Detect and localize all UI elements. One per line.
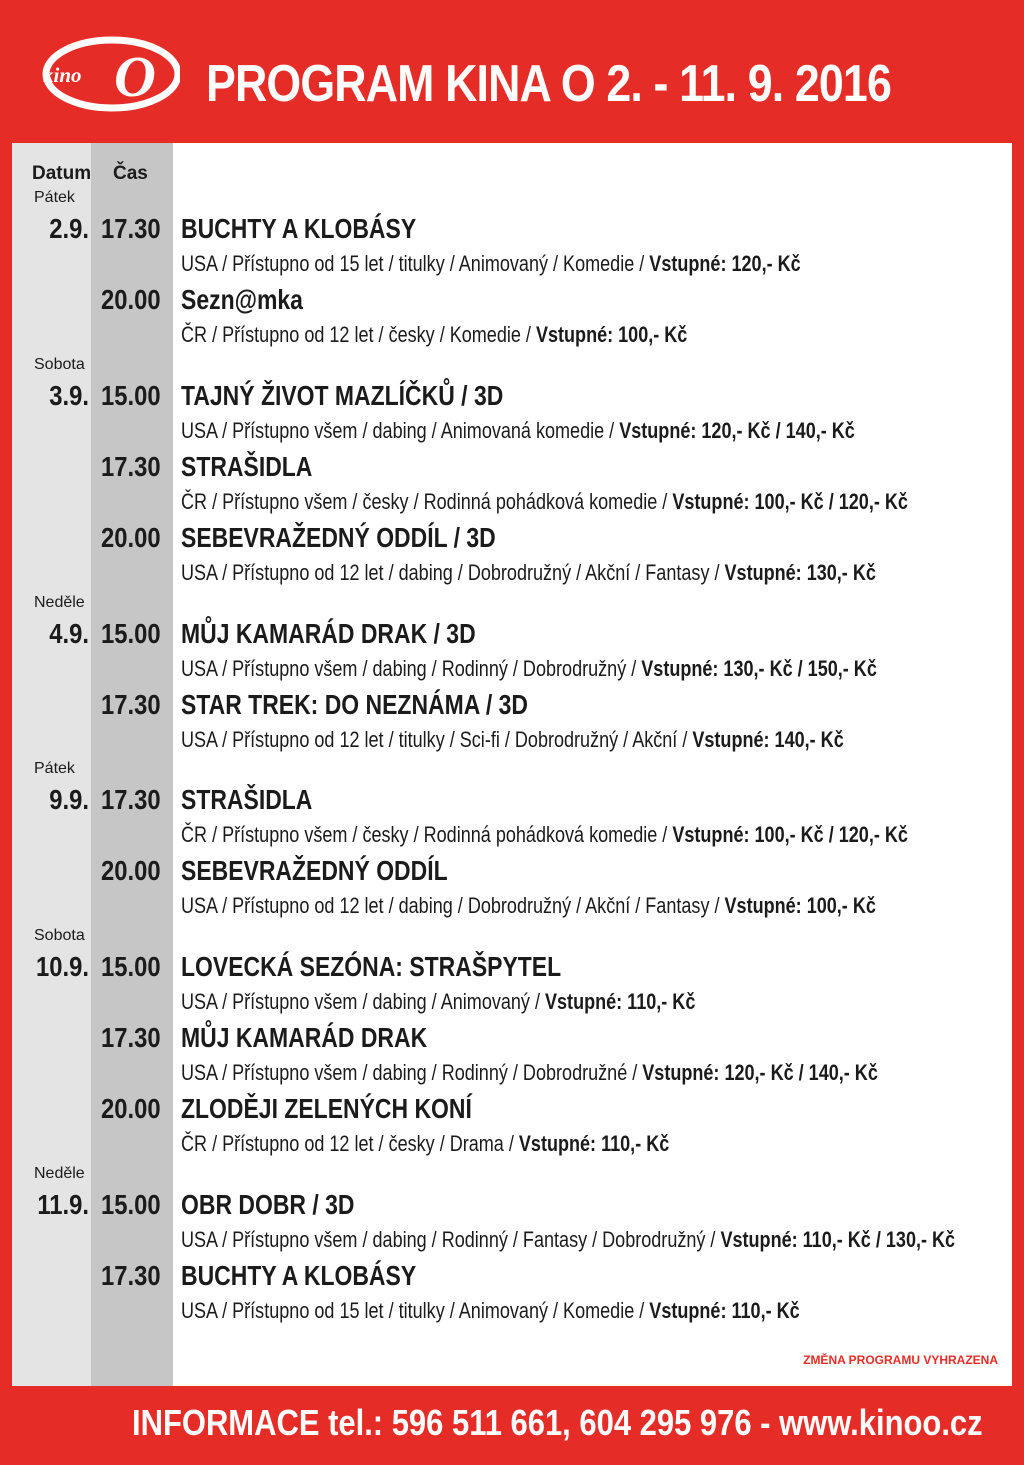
day-name: Pátek — [34, 189, 75, 206]
ticket-price: Vstupné: 110,- Kč / 130,- Kč — [720, 1227, 956, 1252]
contact-info: INFORMACE tel.: 596 511 661, 604 295 976 - www.kinoo.cz — [132, 1402, 983, 1443]
movie-details: USA / Přístupno všem / dabing / Rodinný / Fantasy / Dobrodružný / — [181, 1227, 721, 1252]
screening-time: 17.30 — [101, 689, 161, 720]
screening-row — [12, 784, 1012, 856]
ticket-price: Vstupné: 120,- Kč / 140,- Kč — [642, 1060, 878, 1085]
movie-info — [181, 822, 908, 848]
page-title: PROGRAM KINA O 2. - 11. 9. 2016 — [206, 55, 891, 113]
ticket-price: Vstupné: 100,- Kč / 120,- Kč — [672, 822, 908, 847]
ticket-price: Vstupné: 100,- Kč / 120,- Kč — [672, 489, 908, 514]
movie-title: STAR TREK: DO NEZNÁMA / 3D — [181, 689, 528, 720]
movie-details: USA / Přístupno všem / dabing / Animovaný / — [181, 989, 545, 1014]
screening-row — [12, 1260, 1012, 1332]
ticket-price: Vstupné: 110,- Kč — [544, 989, 696, 1014]
movie-title: SEBEVRAŽEDNÝ ODDÍL — [181, 855, 448, 886]
screening-row — [12, 213, 1012, 285]
screening-time: 17.30 — [101, 1022, 161, 1053]
screening-row — [12, 284, 1012, 356]
movie-info — [181, 1060, 878, 1086]
movie-info — [181, 1131, 669, 1157]
screening-row — [12, 689, 1012, 761]
screening-time: 17.30 — [101, 451, 161, 482]
screening-row — [12, 522, 1012, 594]
kino-o-logo — [40, 32, 180, 116]
ticket-price: Vstupné: 140,- Kč — [692, 727, 844, 752]
movie-details: ČR / Přístupno všem / česky / Rodinná pohádková komedie / — [181, 489, 673, 514]
movie-details: USA / Přístupno od 12 let / titulky / Sci-fi / Dobrodružný / Akční / — [181, 727, 693, 752]
day-name: Sobota — [34, 356, 85, 373]
day-name: Neděle — [34, 594, 85, 611]
screening-row — [12, 618, 1012, 690]
movie-details: USA / Přístupno všem / dabing / Animovaná komedie / — [181, 418, 620, 443]
movie-details: USA / Přístupno od 15 let / titulky / Animovaný / Komedie / — [181, 251, 650, 276]
movie-details: USA / Přístupno všem / dabing / Rodinný / Dobrodružný / — [181, 656, 642, 681]
movie-title: STRAŠIDLA — [181, 784, 313, 815]
movie-title: LOVECKÁ SEZÓNA: STRAŠPYTEL — [181, 951, 562, 982]
movie-title: MŮJ KAMARÁD DRAK — [181, 1022, 428, 1053]
movie-info — [181, 1227, 955, 1253]
movie-details: ČR / Přístupno od 12 let / česky / Komedie / — [181, 322, 536, 347]
movie-details: USA / Přístupno od 12 let / dabing / Dobrodružný / Akční / Fantasy / — [181, 560, 725, 585]
ticket-price: Vstupné: 130,- Kč / 150,- Kč — [641, 656, 877, 681]
day-date: 11.9. — [37, 1189, 89, 1220]
movie-details: ČR / Přístupno všem / česky / Rodinná pohádková komedie / — [181, 822, 673, 847]
movie-details: ČR / Přístupno od 12 let / česky / Drama / — [181, 1131, 519, 1156]
logo-text: kino — [43, 63, 82, 87]
ticket-price: Vstupné: 120,- Kč / 140,- Kč — [619, 418, 855, 443]
ticket-price: Vstupné: 120,- Kč — [649, 251, 801, 276]
movie-title: Sezn@mka — [181, 284, 303, 315]
screening-time: 15.00 — [101, 380, 161, 411]
movie-info — [181, 1298, 800, 1324]
screening-row — [12, 951, 1012, 1023]
movie-title: OBR DOBR / 3D — [181, 1189, 355, 1220]
day-date: 2.9. — [49, 213, 89, 244]
screening-row — [12, 1093, 1012, 1165]
screening-row — [12, 451, 1012, 523]
program-panel — [12, 143, 1012, 1386]
ticket-price: Vstupné: 110,- Kč — [518, 1131, 670, 1156]
day-name: Neděle — [34, 1165, 85, 1182]
screening-row — [12, 1022, 1012, 1094]
ticket-price: Vstupné: 100,- Kč — [724, 893, 876, 918]
screening-time: 20.00 — [101, 1093, 161, 1124]
movie-info — [181, 322, 687, 348]
movie-info — [181, 560, 876, 586]
screening-time: 15.00 — [101, 1189, 161, 1220]
movie-details: USA / Přístupno všem / dabing / Rodinný / Dobrodružné / — [181, 1060, 643, 1085]
movie-info — [181, 893, 876, 919]
movie-title: ZLODĚJI ZELENÝCH KONÍ — [181, 1093, 472, 1124]
day-date: 9.9. — [49, 784, 89, 815]
screening-row — [12, 1189, 1012, 1261]
movie-details: USA / Přístupno od 12 let / dabing / Dobrodružný / Akční / Fantasy / — [181, 893, 725, 918]
movie-title: TAJNÝ ŽIVOT MAZLÍČKŮ / 3D — [181, 380, 504, 411]
screening-time: 20.00 — [101, 522, 161, 553]
movie-title: BUCHTY A KLOBÁSY — [181, 1260, 417, 1291]
day-date: 10.9. — [36, 951, 89, 982]
screening-time: 15.00 — [101, 951, 161, 982]
screening-time: 17.30 — [101, 784, 161, 815]
header — [0, 0, 1024, 143]
day-date: 4.9. — [49, 618, 89, 649]
program-change-note: ZMĚNA PROGRAMU VYHRAZENA — [803, 1353, 998, 1367]
screening-row — [12, 380, 1012, 452]
movie-info — [181, 489, 908, 515]
movie-info — [181, 656, 877, 682]
movie-title: MŮJ KAMARÁD DRAK / 3D — [181, 618, 476, 649]
movie-details: USA / Přístupno od 15 let / titulky / Animovaný / Komedie / — [181, 1298, 650, 1323]
movie-title: BUCHTY A KLOBÁSY — [181, 213, 417, 244]
footer — [0, 1390, 1024, 1465]
screening-time: 20.00 — [101, 855, 161, 886]
ticket-price: Vstupné: 100,- Kč — [535, 322, 688, 347]
movie-info — [181, 251, 801, 277]
movie-title: STRAŠIDLA — [181, 451, 313, 482]
date-column-header: Datum — [32, 163, 92, 184]
movie-info — [181, 418, 855, 444]
day-date: 3.9. — [49, 380, 89, 411]
movie-info — [181, 727, 844, 753]
screening-time: 20.00 — [101, 284, 161, 315]
screening-time: 17.30 — [101, 1260, 161, 1291]
day-name: Sobota — [34, 927, 85, 944]
day-name: Pátek — [34, 760, 75, 777]
logo-letter: O — [114, 44, 156, 109]
screening-time: 17.30 — [101, 213, 161, 244]
screening-time: 15.00 — [101, 618, 161, 649]
movie-info — [181, 989, 695, 1015]
time-column-header: Čas — [113, 163, 148, 184]
screening-row — [12, 855, 1012, 927]
movie-title: SEBEVRAŽEDNÝ ODDÍL / 3D — [181, 522, 496, 553]
ticket-price: Vstupné: 130,- Kč — [724, 560, 876, 585]
ticket-price: Vstupné: 110,- Kč — [649, 1298, 800, 1323]
